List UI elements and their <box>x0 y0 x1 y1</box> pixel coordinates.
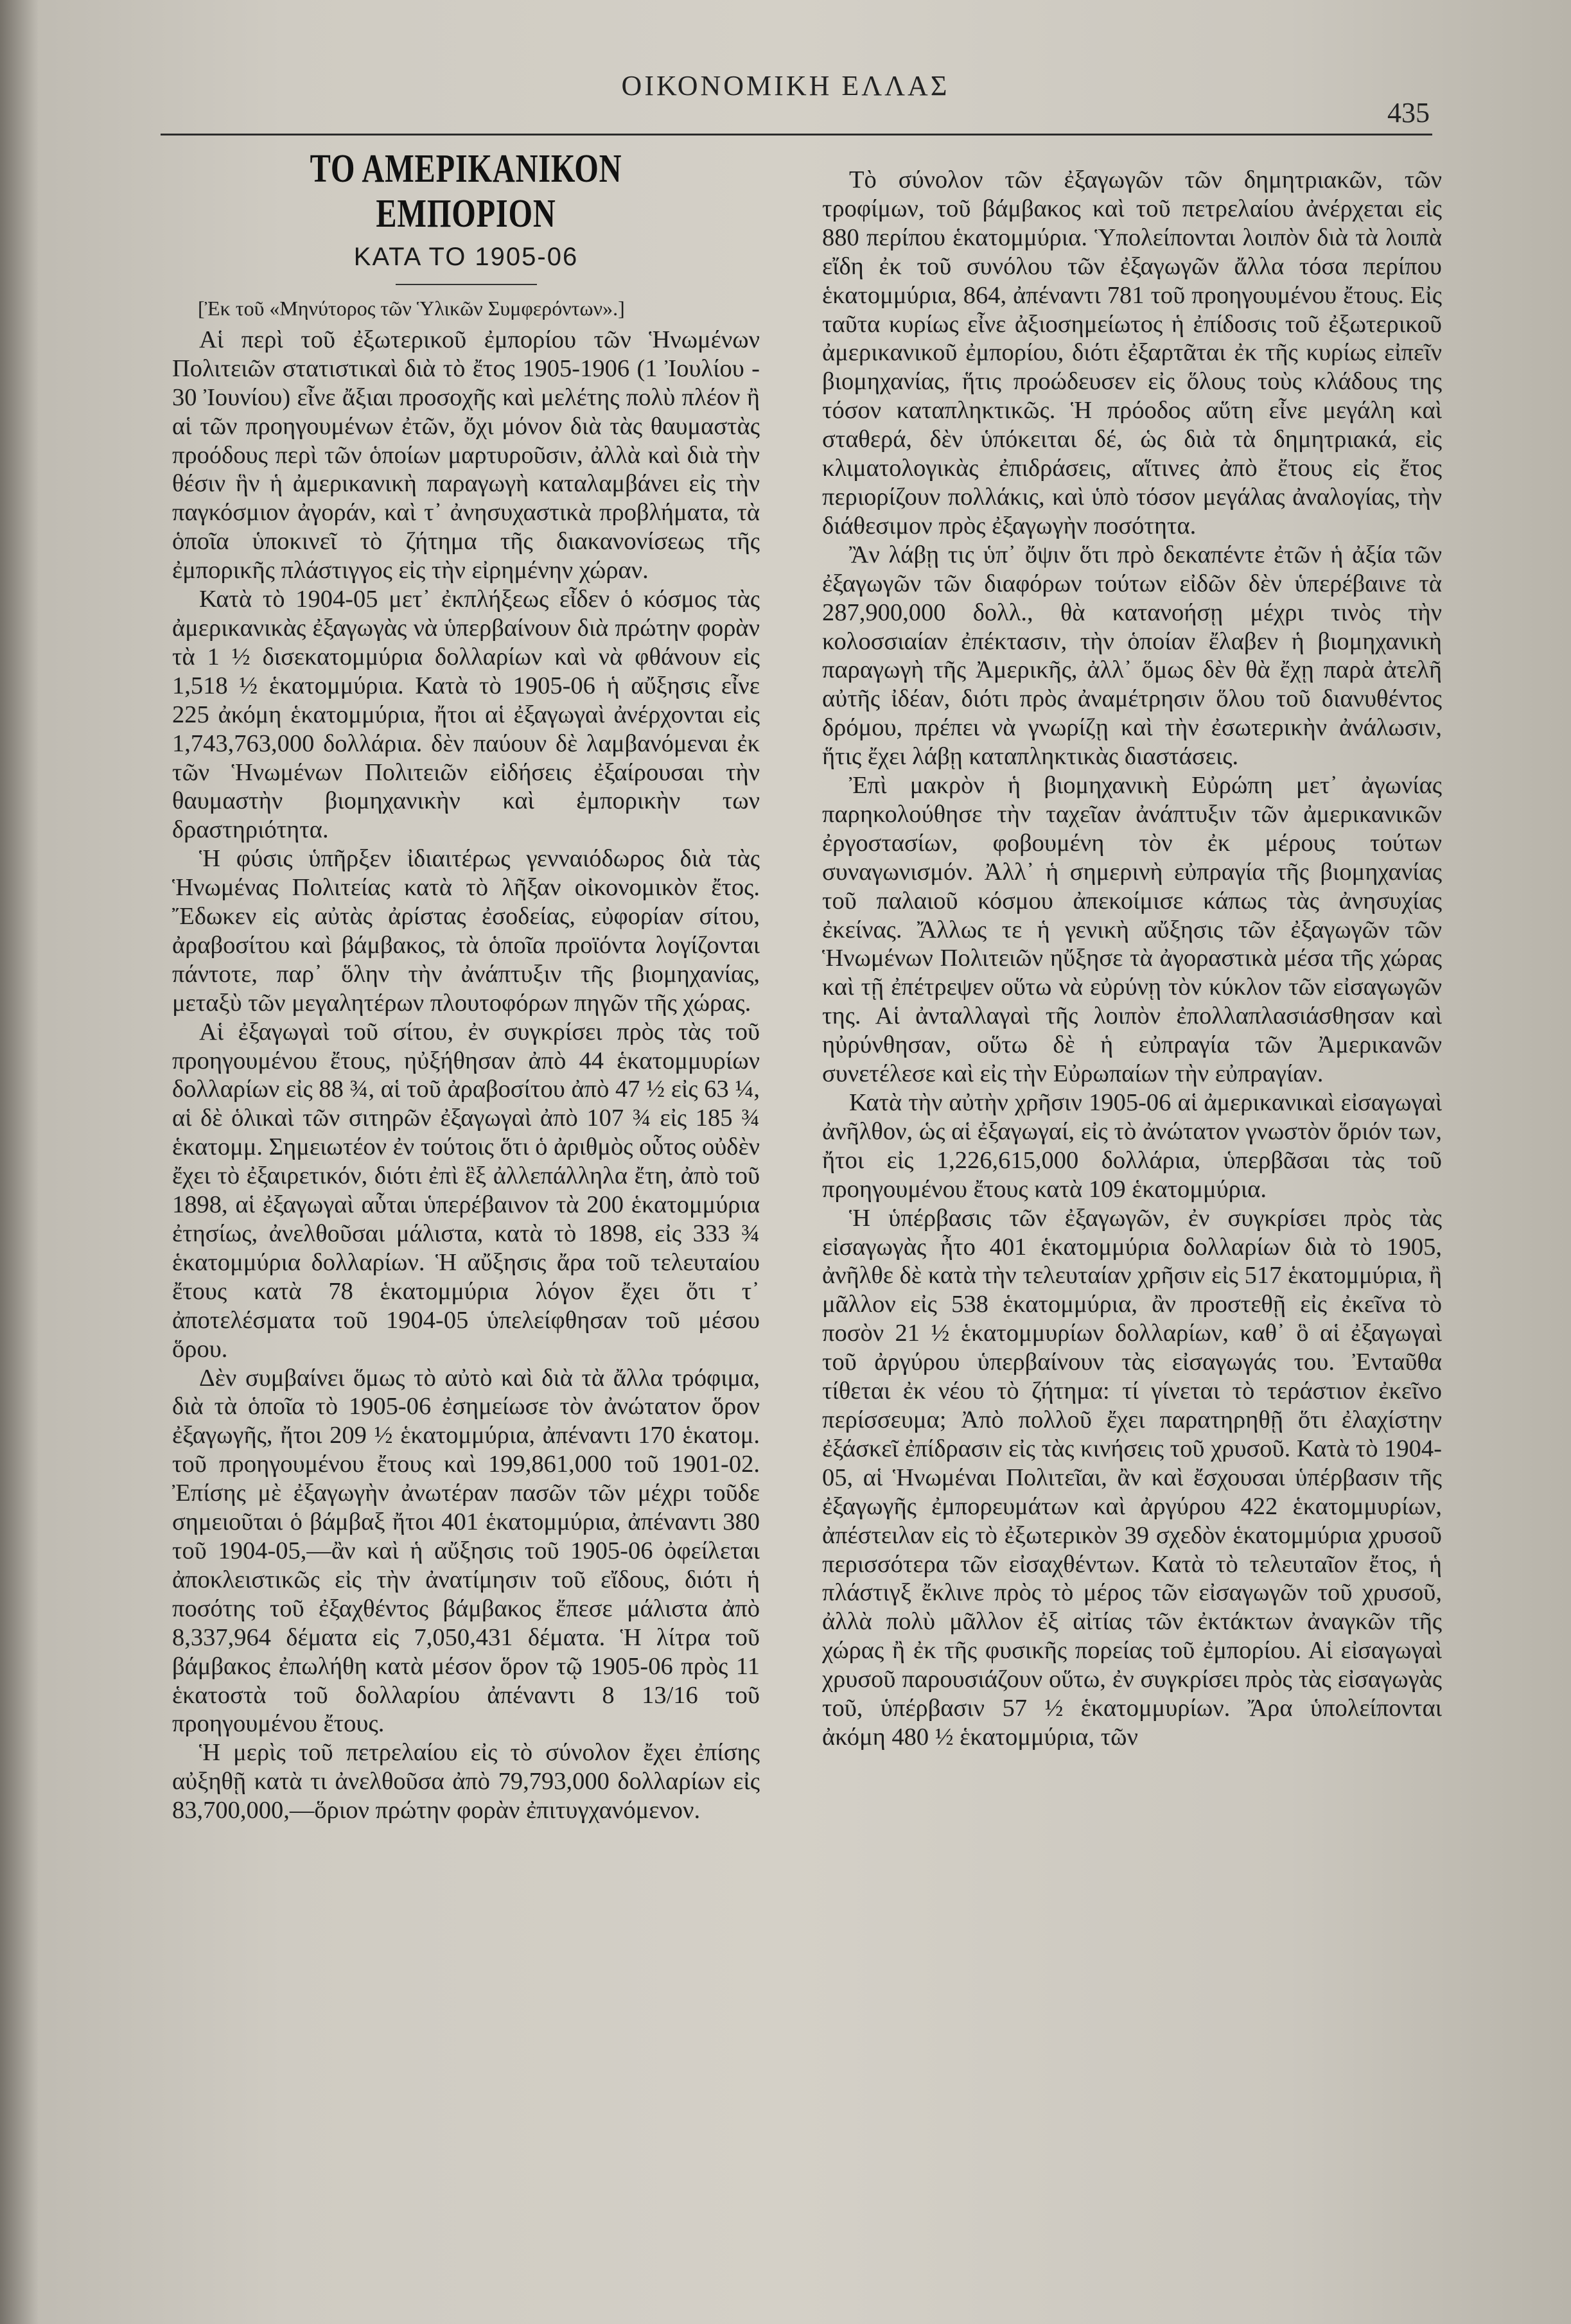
right-paragraph: Ἂν λάβῃ τις ὑπ᾽ ὄψιν ὅτι πρὸ δεκαπέντε ἐτῶν ἡ ἀξία τῶν ἐξαγωγῶν τῶν διαφόρων τούτων εἰδῶν δὲν ὑπερέβαινε τὰ 287,900,000 δολλ., θὰ κατανοήσῃ μέχρι τινὸς τὴν κολοσσιαίαν ἐπέκτασιν, τὴν ὁποίαν ἔλαβεν ἡ βιομηχανικὴ παραγωγὴ τῆς Ἀμερικῆς, ἀλλ᾽ ὅμως δὲν θὰ ἔχῃ παρὰ ἀτελῆ αὐτῆς ἰδέαν, διότι πρὸς ἀναμέτρησιν ὅλου τοῦ διανυθέντος δρόμου, πρέπει νὰ γνωρίζῃ καὶ τὴν ἐσωτερικὴν ἀνάλωσιν, ἥτις ἔχει λάβῃ καταπληκτικὰς διαστάσεις. <box>822 541 1442 771</box>
header-rule <box>161 134 1432 135</box>
page-number: 435 <box>1387 97 1430 128</box>
right-paragraph: Κατὰ τὴν αὐτὴν χρῆσιν 1905-06 αἱ ἀμερικανικαὶ εἰσαγωγαὶ ἀνῆλθον, ὡς αἱ ἐξαγωγαί, εἰς τὸ ἀνώτατον γνωστὸν ὅριόν των, ἤτοι εἰς 1,226,615,000 δολλάρια, ὑπερβᾶσαι τὰς τοῦ προηγουμένου ἔτους κατὰ 109 ἑκατομμύρια. <box>822 1089 1442 1203</box>
article-source: [Ἐκ τοῦ «Μηνύτορος τῶν Ὑλικῶν Συμφερόντων».] <box>198 297 625 320</box>
left-paragraph: Δὲν συμβαίνει ὅμως τὸ αὐτὸ καὶ διὰ τὰ ἄλλα τρόφιμα, διὰ τὰ ὁποῖα τὸ 1905-06 ἐσημείωσε τὸν ἀνώτατον ὅρον ἐξαγωγῆς, ἤτοι 209 ½ ἑκατομμύρια, ἀπέναντι 170 ἑκατομ. τοῦ προηγουμένου ἔτους καὶ 199,861,000 τοῦ 1901-02. Ἐπίσης μὲ ἐξαγωγὴν ἀνωτέραν πασῶν τῶν μέχρι τοῦδε σημειοῦται ὁ βάμβαξ ἤτοι 401 ἑκατομμύρια, ἀπέναντι 380 τοῦ 1904-05,—ἂν καὶ ἡ αὔξησις τοῦ 1905-06 ὀφείλεται ἀποκλειστικῶς εἰς τὴν ἀνατίμησιν τοῦ εἴδους, διότι ἡ ποσότης τοῦ ἐξαχθέντος βάμβακος ἔπεσε μάλιστα ἀπὸ 8,337,964 δέματα εἰς 7,050,431 δέματα. Ἡ λίτρα τοῦ βάμβακος ἐπωλήθη κατὰ μέσον ὅρον τῷ 1905-06 πρὸς 11 ἑκατοστὰ τοῦ δολλαρίου ἀπέναντι 8 13/16 τοῦ προηγουμένου ἔτους. <box>172 1364 760 1738</box>
right-paragraph: Ἐπὶ μακρὸν ἡ βιομηχανικὴ Εὐρώπη μετ᾽ ἀγωνίας παρηκολούθησε τὴν ταχεῖαν ἀνάπτυξιν τῶν ἀμερικανικῶν ἐργοστασίων, φοβουμένη τὸν ἐκ μέρους τούτων συναγωνισμόν. Ἀλλ᾽ ἡ σημερινὴ εὐπραγία τῆς βιομηχανίας τοῦ παλαιοῦ κόσμου ἀπεκοίμισε κάπως τὰς ἀνησυχίας ἐκείνας. Ἄλλως τε ἡ γενικὴ αὔξησις τῶν ἐξαγωγῶν τῶν Ἡνωμένων Πολιτειῶν ηὔξησε τὰ ἀγοραστικὰ μέσα τῆς χώρας καὶ τῇ ἐπέτρεψεν οὕτω νὰ εὐρύνῃ τὸν κύκλον τῶν εἰσαγωγῶν της. Αἱ ἀνταλλαγαὶ τῆς λοιπὸν ἐπολλαπλασιάσθησαν καὶ ηὐρύνθησαν, οὕτω δὲ ἡ εὐπραγία τῶν Ἀμερικανῶν συνετέλεσε καὶ εἰς τὴν Εὐρωπαίων τὴν εὐπραγίαν. <box>822 772 1442 1088</box>
page-gutter-shadow <box>0 0 39 2324</box>
left-column <box>172 146 760 1825</box>
left-paragraph: Κατὰ τὸ 1904-05 μετ᾽ ἐκπλήξεως εἶδεν ὁ κόσμος τὰς ἀμερικανικὰς ἐξαγωγὰς νὰ ὑπερβαίνουν διὰ πρώτην φορὰν τὰ 1 ½ δισεκατομμύρια δολλαρίων καὶ νὰ φθάνουν εἰς 1,518 ½ ἑκατομμύρια. Κατὰ τὸ 1905-06 ἡ αὔξησις εἶνε 225 ἀκόμη ἑκατομμύρια, ἤτοι αἱ ἐξαγωγαὶ ἀνέρχονται εἰς 1,743,763,000 δολλάρια. δὲν παύουν δὲ λαμβανόμεναι ἐκ τῶν Ἡνωμένων Πολιτειῶν εἰδήσεις ἐξαίρουσαι τὴν θαυμαστὴν βιομηχανικὴν καὶ ἐμπορικὴν των δραστηριότητα. <box>172 586 760 844</box>
running-head: ΟΙΚΟΝΟΜΙΚΗ ΕΛΛΑΣ <box>621 70 950 101</box>
right-paragraph: Ἡ ὑπέρβασις τῶν ἐξαγωγῶν, ἐν συγκρίσει πρὸς τὰς εἰσαγωγὰς ἦτο 401 ἑκατομμύρια δολλαρίων διὰ τὸ 1905, ἀνῆλθε δὲ κατὰ τὴν τελευταίαν χρῆσιν εἰς 517 ἑκατομμύρια, ἢ μᾶλλον εἰς 538 ἑκατομμύρια, ἂν προστεθῇ εἰς ἐκεῖνα τὸ ποσὸν 21 ½ ἑκατομμυρίων δολλαρίων, καθ᾽ ὃ αἱ ἐξαγωγαὶ τοῦ ἀργύρου ὑπερβαίνουν τὰς εἰσαγωγάς του. Ἐνταῦθα τίθεται ἐκ νέου τὸ ζήτημα: τί γίνεται τὸ τεράστιον ἐκεῖνο περίσσευμα; Ἀπὸ πολλοῦ ἔχει παρατηρηθῇ ὅτι ἐλαχίστην ἐξάσκεῖ ἐπίδρασιν εἰς τὰς κινήσεις τοῦ χρυσοῦ. Κατὰ τὸ 1904-05, αἱ Ἡνωμέναι Πολιτεῖαι, ἂν καὶ ἔσχουσαι ὑπέρβασιν τῆς ἐξαγωγῆς ἐμπορευμάτων καὶ ἀργύρου 422 ἑκατομμυρίων, ἀπέστειλαν εἰς τὸ ἐξωτερικὸν 39 σχεδὸν ἑκατομμύρια χρυσοῦ περισσότερα τῶν εἰσαχθέντων. Κατὰ τὸ τελευταῖον ἔτος, ἡ πλάστιγξ ἔκλινε πρὸς τὸ μέρος τῶν εἰσαγωγῶν τοῦ χρυσοῦ, ἀλλὰ πολὺ μᾶλλον ἐξ αἰτίας τῶν ἐκτάκτων ἀναγκῶν τῆς χώρας ἢ ἐκ τῆς φυσικῆς πορείας τοῦ ἐμπορίου. Αἱ εἰσαγωγαὶ χρυσοῦ παρουσιάζουν οὕτω, ἐν συγκρίσει πρὸς τὰς εἰσαγωγὰς τοῦ, ὑπέρβασιν 57 ½ ἑκατομμυρίων. Ἄρα ὑπολείπονται ἀκόμη 480 ½ ἑκατομμύρια, τῶν <box>822 1204 1442 1751</box>
left-paragraph: Ἡ φύσις ὑπῆρξεν ἰδιαιτέρως γενναιόδωρος διὰ τὰς Ἡνωμένας Πολιτείας κατὰ τὸ λῆξαν οἰκονομικὸν ἔτος. Ἔδωκεν εἰς αὐτὰς ἀρίστας ἐσοδείας, εὐφορίαν σίτου, ἀραβοσίτου καὶ βάμβακος, τὰ ὁποῖα προϊόντα λογίζονται πάντοτε, παρ᾽ ὅλην τὴν ἀνάπτυξιν τῆς βιομηχανίας, μεταξὺ τῶν μεγαλητέρων πλουτοφόρων πηγῶν τῆς χώρας. <box>172 845 760 1017</box>
right-paragraph: Τὸ σύνολον τῶν ἐξαγωγῶν τῶν δημητριακῶν, τῶν τροφίμων, τοῦ βάμβακος καὶ τοῦ πετρελαίου ἀνέρχεται εἰς 880 περίπου ἑκατομμύρια. Ὑπολείπονται λοιπὸν διὰ τὰ λοιπὰ εἴδη ἐκ τοῦ συνόλου τῶν ἐξαγωγῶν ἄλλα τόσα περίπου ἑκατομμύρια, 864, ἀπέναντι 781 τοῦ προηγουμένου ἔτους. Εἰς ταῦτα κυρίως εἶνε ἀξιοσημείωτος ἡ ἐπίδοσις τοῦ ἐξωτερικοῦ ἀμερικανικοῦ ἐμπορίου, διότι ἐξαρτᾶται ἐκ τῆς κυρίως εἰπεῖν βιομηχανίας, ἥτις προώδευσεν εἰς ὅλους τοὺς κλάδους της τόσον καταπληκτικῶς. Ἡ πρόοδος αὕτη εἶνε μεγάλη καὶ σταθερά, δὲν ὑπόκειται δέ, ὡς διὰ τὰ δημητριακά, εἰς κλιματολογικὰς ἐπιδράσεις, αἵτινες ἀπὸ ἔτους εἰς ἔτος περιορίζουν πολλάκις, καὶ ὑπὸ τόσον μεγάλας ἀναλογίας, τὴν διάθεσιμον πρὸς ἐξαγωγὴν ποσότητα. <box>822 166 1442 539</box>
left-paragraph: Ἡ μερὶς τοῦ πετρελαίου εἰς τὸ σύνολον ἔχει ἐπίσης αὐξηθῇ κατὰ τι ἀνελθοῦσα ἀπὸ 79,793,000 δολλαρίων εἰς 83,700,000,—ὅριον πρώτην φορὰν ἐπιτυγχανόμενον. <box>172 1739 760 1824</box>
right-column <box>822 166 1442 1752</box>
left-paragraph: Αἱ ἐξαγωγαὶ τοῦ σίτου, ἐν συγκρίσει πρὸς τὰς τοῦ προηγουμένου ἔτους, ηὐξήθησαν ἀπὸ 44 ἑκατομμυρίων δολλαρίων εἰς 88 ¾, αἱ τοῦ ἀραβοσίτου ἀπὸ 47 ½ εἰς 63 ¼, αἱ δὲ ὁλικαὶ τῶν σιτηρῶν ἐξαγωγαὶ ἀπὸ 107 ¾ εἰς 185 ¾ ἑκατομμ. Σημειωτέον ἐν τούτοις ὅτι ὁ ἀριθμὸς οὗτος οὐδὲν ἔχει τὸ ἐξαιρετικόν, διότι ἐπὶ ἓξ ἀλλεπάλληλα ἔτη, ἀπὸ τοῦ 1898, αἱ ἐξαγωγαὶ αὗται ὑπερέβαινον τὰ 200 ἑκατομμύρια ἐτησίως, ἀνελθοῦσαι μάλιστα, κατὰ τὸ 1898, εἰς 333 ¾ ἑκατομμύρια δολλαρίων. Ἡ αὔξησις ἄρα τοῦ τελευταίου ἔτους κατὰ 78 ἑκατομμύρια λόγον ἔχει ὅτι τ᾽ ἀποτελέσματα τοῦ 1904-05 ὑπελείφθησαν τοῦ μέσου ὅρου. <box>172 1018 760 1363</box>
article-subtitle: ΚΑΤΑ ΤΟ 1905-06 <box>353 243 579 271</box>
title-rule <box>396 284 537 285</box>
article-title: ΤΟ ΑΜΕΡΙΚΑΝΙΚΟΝ ΕΜΠΟΡΙΟΝ <box>310 147 622 236</box>
left-paragraph: Αἱ περὶ τοῦ ἐξωτερικοῦ ἐμπορίου τῶν Ἡνωμένων Πολιτειῶν στατιστικαὶ διὰ τὸ ἔτος 1905-1906 (1 Ἰουλίου - 30 Ἰουνίου) εἶνε ἄξιαι προσοχῆς καὶ μελέτης πολὺ πλέον ἢ αἱ τῶν προηγουμένων ἐτῶν, ὄχι μόνον διὰ τὰς θαυμαστὰς προόδους περὶ τῶν ὁποίων μαρτυροῦσιν, ἀλλὰ καὶ διὰ τὴν θέσιν ἣν ἡ ἀμερικανικὴ παραγωγὴ καταλαμβάνει εἰς τὴν παγκόσμιον ἀγοράν, καὶ τ᾽ ἀνησυχαστικὰ προβλήματα, τὰ ὁποῖα ὑποκινεῖ τὸ ζήτημα τῆς διακανονίσεως τῆς ἐμπορικῆς πλάστιγγος εἰς τὴν εἰρημένην χώραν. <box>172 326 760 584</box>
